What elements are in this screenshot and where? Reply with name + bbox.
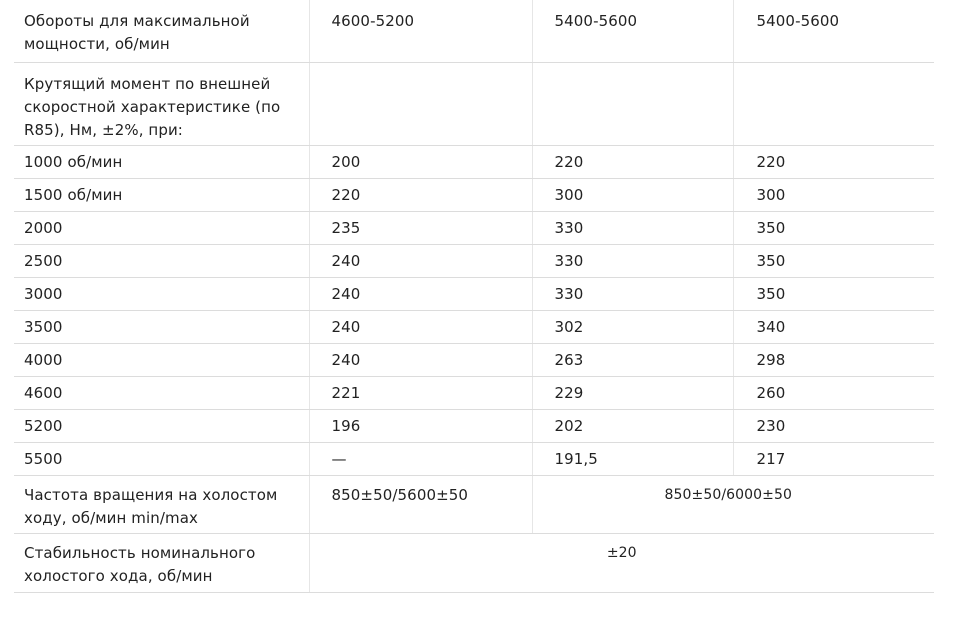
row-label: 3000 <box>14 278 309 311</box>
row-label: 4000 <box>14 344 309 377</box>
cell-value: 5400-5600 <box>532 0 733 63</box>
cell-value-merged: 850±50/6000±50 <box>532 476 934 534</box>
cell-value: 240 <box>309 311 532 344</box>
cell-value: 240 <box>309 278 532 311</box>
cell-value: 5400-5600 <box>733 0 934 63</box>
cell-value: 220 <box>733 146 934 179</box>
table-row <box>14 212 934 245</box>
table-row-max-power-rpm <box>14 0 934 63</box>
cell-value: 850±50/5600±50 <box>309 476 532 534</box>
row-label: 4600 <box>14 377 309 410</box>
cell-value: 263 <box>532 344 733 377</box>
row-label: Частота вращения на холостом ходу, об/мин min/max <box>14 476 309 534</box>
cell-value: 191,5 <box>532 443 733 476</box>
cell-value: 220 <box>309 179 532 212</box>
cell-empty <box>532 63 733 146</box>
cell-value: 300 <box>532 179 733 212</box>
table-row <box>14 146 934 179</box>
cell-value: 4600-5200 <box>309 0 532 63</box>
cell-value: 300 <box>733 179 934 212</box>
cell-value: 202 <box>532 410 733 443</box>
cell-value: 330 <box>532 212 733 245</box>
cell-value: 240 <box>309 245 532 278</box>
row-label: 1500 об/мин <box>14 179 309 212</box>
row-label: 2500 <box>14 245 309 278</box>
cell-value: 298 <box>733 344 934 377</box>
cell-value: 350 <box>733 212 934 245</box>
cell-empty <box>309 63 532 146</box>
row-label: 1000 об/мин <box>14 146 309 179</box>
cell-value: 350 <box>733 278 934 311</box>
cell-value: 340 <box>733 311 934 344</box>
engine-spec-table <box>14 0 934 593</box>
table-row <box>14 443 934 476</box>
table-row <box>14 179 934 212</box>
cell-value: 330 <box>532 245 733 278</box>
cell-value: 350 <box>733 245 934 278</box>
table-row <box>14 245 934 278</box>
cell-value: 302 <box>532 311 733 344</box>
table-row <box>14 344 934 377</box>
table-row <box>14 311 934 344</box>
row-label: 2000 <box>14 212 309 245</box>
row-label: Крутящий момент по внешней скоростной характеристике (по R85), Нм, ±2%, при: <box>14 63 309 146</box>
row-label: Обороты для максимальной мощности, об/мин <box>14 0 309 63</box>
row-label: Стабильность номинального холостого хода, об/мин <box>14 534 309 593</box>
row-label: 5500 <box>14 443 309 476</box>
table-row <box>14 278 934 311</box>
table-row-idle-stability <box>14 534 934 593</box>
cell-value: 260 <box>733 377 934 410</box>
cell-value-merged: ±20 <box>309 534 934 593</box>
cell-value: 217 <box>733 443 934 476</box>
cell-value: 200 <box>309 146 532 179</box>
cell-value: 240 <box>309 344 532 377</box>
cell-value: — <box>309 443 532 476</box>
cell-value: 221 <box>309 377 532 410</box>
table-row-torque-header <box>14 63 934 146</box>
table-row <box>14 377 934 410</box>
cell-value: 196 <box>309 410 532 443</box>
table-row-idle-speed <box>14 476 934 534</box>
row-label: 3500 <box>14 311 309 344</box>
cell-value: 229 <box>532 377 733 410</box>
row-label: 5200 <box>14 410 309 443</box>
cell-value: 330 <box>532 278 733 311</box>
cell-value: 230 <box>733 410 934 443</box>
cell-value: 220 <box>532 146 733 179</box>
table-row <box>14 410 934 443</box>
cell-value: 235 <box>309 212 532 245</box>
cell-empty <box>733 63 934 146</box>
